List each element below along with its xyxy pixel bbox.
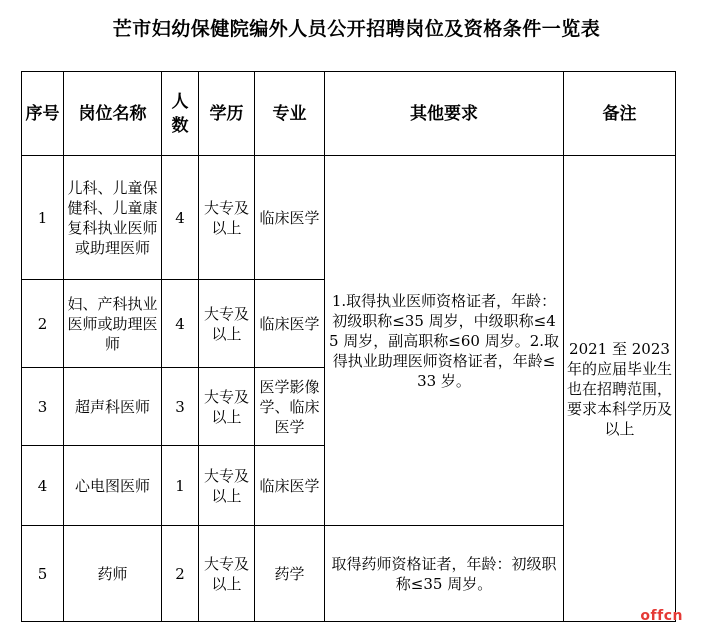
page-title: 芒市妇幼保健院编外人员公开招聘岗位及资格条件一览表 [112,18,601,40]
cell-position: 超声科医师 [64,368,162,446]
cell-count: 2 [162,526,199,622]
cell-education: 大专及以上 [199,368,255,446]
cell-education: 大专及以上 [199,526,255,622]
offcn-watermark: offcn [640,608,683,624]
cell-position: 妇、产科执业医师或助理医师 [64,280,162,368]
table-row [22,156,676,280]
cell-count: 4 [162,156,199,280]
cell-position: 儿科、儿童保健科、儿童康复科执业医师或助理医师 [64,156,162,280]
header-row [22,72,676,156]
header-count: 人数 [162,72,199,156]
cell-education: 大专及以上 [199,156,255,280]
cell-seq: 3 [22,368,64,446]
cell-major: 临床医学 [255,446,325,526]
cell-seq: 2 [22,280,64,368]
cell-remarks: 2021 至 2023 年的应届毕业生也在招聘范围，要求本科学历及以上 [564,156,676,622]
cell-requirements-doctors: 1.取得执业医师资格证者，年龄：初级职称≤35 周岁，中级职称≤45 周岁，副高职称≤60 周岁。2.取得执业助理医师资格证者，年龄≤33 岁。 [325,156,564,526]
cell-seq: 1 [22,156,64,280]
recruitment-table [21,71,676,622]
cell-count: 4 [162,280,199,368]
cell-position: 药师 [64,526,162,622]
cell-major: 医学影像学、临床医学 [255,368,325,446]
header-education: 学历 [199,72,255,156]
cell-seq: 5 [22,526,64,622]
cell-position: 心电图医师 [64,446,162,526]
cell-major: 临床医学 [255,280,325,368]
cell-education: 大专及以上 [199,446,255,526]
cell-count: 3 [162,368,199,446]
header-remarks: 备注 [564,72,676,156]
cell-requirements-pharmacist: 取得药师资格证者，年龄：初级职称≤35 周岁。 [325,526,564,622]
cell-major: 临床医学 [255,156,325,280]
header-major: 专业 [255,72,325,156]
cell-seq: 4 [22,446,64,526]
cell-major: 药学 [255,526,325,622]
cell-count: 1 [162,446,199,526]
header-seq: 序号 [22,72,64,156]
header-position: 岗位名称 [64,72,162,156]
cell-education: 大专及以上 [199,280,255,368]
header-requirements: 其他要求 [325,72,564,156]
